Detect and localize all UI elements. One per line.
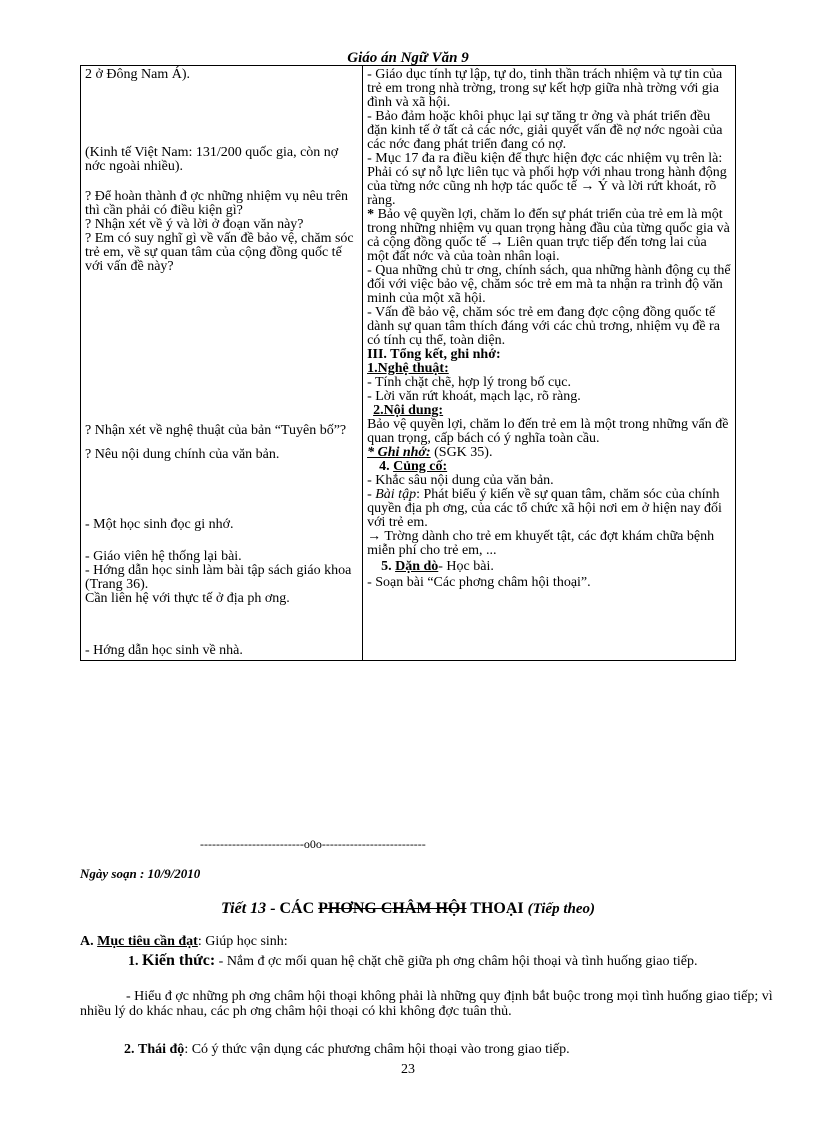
- right-text-1: - Giáo dục tính tự lập, tự do, tinh thần trách nhiệm và tự tin của trẻ em trong nhà trờng, trong sự kết hợp giữa nhà trờng với gia đình và xã hội. - Bảo đảm hoặc khôi phục lại sự tăng tr ởng và phát triển đều đặn kinh tế ở tất cả các nớc, giải quyết vấn đề nợ nớc ngoài của các nớc đang phát triển đang có nợ. - Mục 17 đa ra điều kiện để thực hiện đợc các nhiệm vụ trên là: Phải có sự nỗ lực liên tục và phối hợp với nhau trong hành động của từng nớc cũng nh hợp tác quốc tế: [367, 67, 727, 194]
- consolidation-heading: 4. Củng cố:: [379, 459, 448, 474]
- left-block-2: (Kinh tế Việt Nam: 131/200 quốc gia, còn nợ nớc ngoài nhiều).: [85, 145, 339, 174]
- attitude-objective: 2. Thái độ: Có ý thức vận dụng các phương châm hội thoại vào trong giao tiếp.: [124, 1042, 570, 1057]
- ghi-nho-line: [367, 446, 731, 460]
- lesson-title: Tiết 13 - CÁC PHƠNG CHÂM HỘI THOẠI (Tiếp theo): [220, 900, 595, 917]
- lesson-content-column: [363, 66, 736, 661]
- ghi-nho-label: * Ghi nhớ:: [367, 445, 431, 460]
- left-block-4: ? Nhận xét về nghệ thuật của bản “Tuyên bố”?: [85, 423, 347, 438]
- page-number: 23: [401, 1062, 415, 1077]
- exercise-text: : Phát biểu ý kiến về sự quan tâm, chăm sóc của chính quyền địa ph ơng, của các tổ chức xã hội nơi em ở hiện nay đối với trẻ em.: [367, 487, 722, 530]
- arrow-line: [367, 530, 731, 558]
- left-block-3: ? Để hoàn thành đ ợc những nhiệm vụ nêu trên thì cần phải có điều kiện gì? ? Nhận xét về ý và lời ở đoạn văn này? ? Em có suy nghĩ gì về vấn đề bảo vệ, chăm sóc trẻ em, về sự quan tâm của cộng đồng quốc tế với vấn đề này?: [85, 189, 354, 274]
- knowledge-objective-2: - Hiểu đ ợc những ph ơng châm hội thoại không phải là những quy định bắt buộc trong mọi tình huống giao tiếp; vì nhiều lý do khác nhau, các ph ơng châm hội thoại có khi không đợc tuân thủ.: [80, 989, 773, 1019]
- preparation-date: Ngày soạn : 10/9/2010: [80, 866, 201, 881]
- left-block-6: - Một học sinh đọc gi nhớ.: [85, 517, 234, 532]
- right-block-2: [367, 208, 731, 348]
- right-text-2-tail: Liên quan trực tiếp đến tơng lai của một đất nớc và của toàn nhân loại. - Qua những chủ tr ơng, chính sách, qua những hành động cụ thể đối với việc bảo vệ, chăm sóc trẻ em mà ta nhận ra trình độ văn minh của một xã hội. - Vấn đề bảo vệ, chăm sóc trẻ em đang đợc cộng đồng quốc tế dành sự quan tâm thích đáng với các chủ trơng, nhiệm vụ đề ra có tính cụ thể, toàn diện.: [367, 235, 731, 348]
- exercise-line: [367, 488, 731, 530]
- document-header: Giáo án Ngữ Văn 9: [347, 50, 469, 66]
- table-row: [81, 66, 736, 661]
- knowledge-objective: 1. Kiến thức: - Nắm đ ợc mối quan hệ chặt chẽ giữa ph ơng châm hội thoại và tình huống giao tiếp.: [128, 952, 698, 969]
- right-text-1-tail: Ý và lời rứt khoát, rõ ràng.: [367, 179, 717, 208]
- arrow-right-icon: →: [576, 179, 595, 194]
- homework-text: - Soạn bài “Các phơng châm hội thoại”.: [367, 575, 591, 590]
- left-block-7: - Giáo viên hệ thống lại bài. - Hớng dẫn học sinh làm bài tập sách giáo khoa (Trang 36). Cần liên hệ với thực tế ở địa ph ơng.: [85, 549, 352, 606]
- section-separator: --------------------------o0o--------------------------: [200, 837, 426, 851]
- star-bullet: *: [367, 207, 375, 222]
- teacher-questions-column: [81, 66, 363, 661]
- homework-heading: 5. Dặn dò- Học bài.: [381, 559, 494, 574]
- arrow-line-text: Trờng dành cho trẻ em khuyết tật, các đợt khám chữa bệnh miễn phí cho trẻ em, ...: [367, 529, 715, 558]
- left-block-8: - Hớng dẫn học sinh về nhà.: [85, 643, 243, 658]
- art-heading: 1.Nghệ thuật:: [367, 361, 449, 376]
- ghi-nho-text: (SGK 35).: [430, 445, 493, 460]
- summary-heading: III. Tổng kết, ghi nhớ:: [367, 347, 501, 362]
- consolidation-text: - Khắc sâu nội dung của văn bản.: [367, 473, 554, 488]
- content-heading: 2.Nội dung:: [373, 403, 444, 418]
- right-text-2: Bảo vệ quyền lợi, chăm lo đến sự phát triển của trẻ em là một trong những nhiệm vụ quan trọng hàng đầu của từng quốc gia và cả cộng đồng quốc tế: [367, 207, 730, 250]
- arrow-right-icon: →: [486, 235, 504, 250]
- objectives-heading: A. Mục tiêu cần đạt: Giúp học sinh:: [80, 934, 288, 949]
- arrow-right-icon: →: [367, 529, 382, 544]
- lesson-table: [80, 65, 736, 661]
- right-block-1: [367, 68, 731, 208]
- exercise-label: - Bài tập: [367, 487, 417, 502]
- left-block-5: ? Nêu nội dung chính của văn bản.: [85, 447, 280, 462]
- content-text: Bảo vệ quyền lợi, chăm lo đến trẻ em là một trong những vấn đề quan trọng, cấp bách có ý nghĩa toàn cầu.: [367, 417, 729, 446]
- art-text: - Tính chặt chẽ, hợp lý trong bố cục. - Lời văn rứt khoát, mạch lạc, rõ ràng.: [367, 375, 581, 404]
- left-block-1: 2 ở Đông Nam Á).: [85, 67, 190, 82]
